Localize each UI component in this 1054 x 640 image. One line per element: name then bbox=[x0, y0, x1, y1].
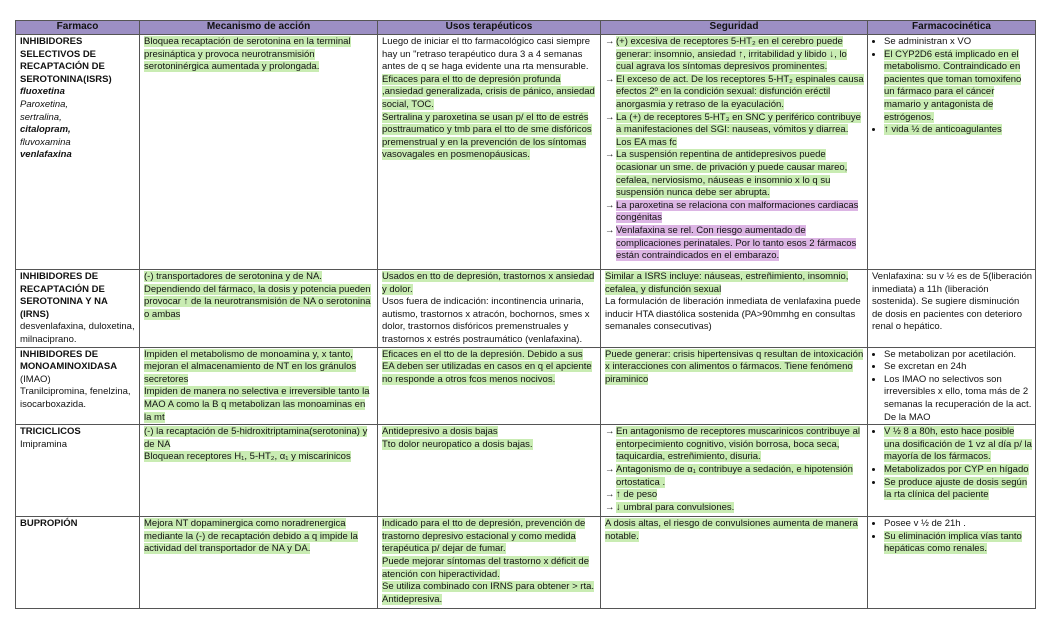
mecanismo-cell bbox=[140, 425, 378, 517]
mechanism-text: (-) transportadores de serotonina y de NA. Dependiendo del fármaco, la dosis y potencia pueden provocar ↑ de la neurotransmisión de NA o serotonina o ambas bbox=[144, 271, 371, 320]
right-arrow-icon: → bbox=[605, 111, 615, 123]
farmacocinetica-cell bbox=[868, 425, 1036, 517]
drug-name: citalopram, bbox=[20, 124, 71, 136]
safety-item: Similar a ISRS incluye: náuseas, estreñimiento, insomnio, cefalea, y disfunción sexual bbox=[605, 271, 849, 295]
seguridad-cell bbox=[601, 425, 868, 517]
pk-list bbox=[872, 518, 1032, 556]
safety-item: → La paroxetina se relaciona con malformaciones cardiacas congénitas bbox=[605, 199, 859, 224]
table-row-imao bbox=[16, 347, 1036, 425]
table-row-triciclicos bbox=[16, 425, 1036, 517]
usos-cell bbox=[378, 425, 601, 517]
seguridad-cell bbox=[601, 35, 868, 270]
use-item: Eficaces para el tto de depresión profunda ,ansiedad generalizada, crisis de pánico, ansiedad social, TOC. bbox=[382, 73, 595, 110]
farmacocinetica-cell bbox=[868, 517, 1036, 609]
mechanism-text: Mejora NT dopaminergica como noradrenergica mediante la (-) de recaptación debido a q impide la actividad del transportador de NA y DA. bbox=[144, 518, 358, 555]
mechanism-item: Impiden de manera no selectiva e irreversible tanto la MAO A como la B q metabolizan las monoaminas en la mt bbox=[144, 386, 370, 423]
pk-item: • Se metabolizan por acetilación. bbox=[884, 349, 1032, 362]
mechanism-text: Bloquea recaptación de serotonina en la terminal presináptica y provoca neurotransmisión serotoninérgica aumentada y prolongada. bbox=[144, 36, 351, 73]
use-item: Indicado para el tto de depresión, prevención de trastorno depresivo estacional y como medida terapéutica p/ dejar de fumar. bbox=[382, 518, 586, 555]
header-usos: Usos terapéuticos bbox=[378, 21, 601, 35]
farmaco-cell bbox=[16, 425, 140, 517]
class-abbrev: (IMAO) bbox=[20, 373, 51, 385]
pk-item: • ↑ vida ½ de anticoagulantes bbox=[884, 124, 1032, 137]
right-arrow-icon: → bbox=[605, 489, 615, 501]
drug-name: fluvoxamina bbox=[20, 136, 71, 148]
pk-list bbox=[872, 36, 1032, 137]
drug-list: Imipramina bbox=[20, 438, 67, 450]
safety-item: → Venlafaxina se rel. Con riesgo aumentado de complicaciones perinatales. Por lo tanto esos 2 fármacos están contraindicados en el embarazo. bbox=[605, 224, 857, 262]
table-row-isrs bbox=[16, 35, 1036, 270]
farmacocinetica-cell bbox=[868, 270, 1036, 348]
pk-list bbox=[872, 349, 1032, 425]
header-mecanismo: Mecanismo de acción bbox=[140, 21, 378, 35]
use-item: Luego de iniciar el tto farmacológico casi siempre hay un "retraso terapéutico dura 3 a 4 semanas antes de q se haga evidente una rta mensurable. bbox=[382, 36, 591, 73]
safety-item: Puede generar: crisis hipertensivas q resultan de intoxicación x interacciones con alimentos o fármacos. Tiene fenómeno piraminico bbox=[605, 348, 864, 385]
right-arrow-icon: → bbox=[605, 224, 615, 236]
class-name: INHIBIDORES DE RECAPTACIÓN DE SEROTONINA Y NA (IRNS) bbox=[20, 271, 108, 320]
farmaco-cell bbox=[16, 35, 140, 270]
farmaco-cell bbox=[16, 270, 140, 348]
mechanism-item: Impiden el metabolismo de monoamina y, x tanto, mejoran el almacenamiento de NT en los gránulos secretores bbox=[144, 348, 357, 385]
table-row-irns bbox=[16, 270, 1036, 348]
use-item: Usos fuera de indicación: incontinencia urinaria, autismo, trastornos x atracón, bochornos, smes x dolor, trastornos disfóricos premenstruales y trastornos x estrés postraumático (venlafaxina). bbox=[382, 296, 590, 345]
mecanismo-cell bbox=[140, 270, 378, 348]
right-arrow-icon: → bbox=[605, 463, 615, 475]
antidepressant-table bbox=[15, 20, 1036, 609]
safety-item: → (+) excesiva de receptores 5-HT₂ en el cerebro puede generar: insomnio, ansiedad ↑, irritabilidad y libido ↓, lo cual agrava los síntomas depresivos prominentes. bbox=[605, 36, 847, 73]
header-row bbox=[16, 21, 1036, 35]
use-item: Puede mejorar síntomas del trastorno x déficit de atención con hiperactividad. bbox=[382, 555, 589, 580]
drug-list: Tranilcipromina, fenelzina, isocarboxazida. bbox=[20, 386, 131, 410]
seguridad-cell bbox=[601, 517, 868, 609]
safety-item: → La (+) de receptores 5-HT₃ en SNC y periférico contribuye a manifestaciones del SGI: nauseas, vómitos y diarrea. Los EA mas fc bbox=[605, 111, 861, 148]
use-item: Usados en tto de depresión, trastornos x ansiedad y dolor. bbox=[382, 271, 595, 295]
safety-item: → ↓ umbral para convulsiones. bbox=[605, 501, 735, 513]
mecanismo-cell bbox=[140, 347, 378, 425]
pk-item: • Su eliminación implica vías tanto hepáticas como renales. bbox=[884, 531, 1032, 556]
right-arrow-icon: → bbox=[605, 73, 615, 85]
safety-item: La formulación de liberación inmediata de venlafaxina puede inducir HTA diastólica sostenida (PA>90mmhg en consultas semanales consecutivas) bbox=[605, 296, 861, 333]
safety-item: → En antagonismo de receptores muscarinicos contribuye al entorpecimiento cognitivo, visión borrosa, boca seca, taquicardia, estreñimiento, disuria. bbox=[605, 426, 860, 463]
class-name: INHIBIDORES DE MONOAMINOXIDASA bbox=[20, 348, 118, 373]
pk-item: • El CYP2D6 está implicado en el metabolismo. Contraindicado en pacientes que toman tomoxifeno un fármaco para el cáncer mamario y antagonista de estrógenos. bbox=[884, 49, 1032, 125]
safety-item: → La suspensión repentina de antidepresivos puede ocasionar un sme. de privación y puede causar mareo, cefalea, nerviosismo, náuseas e insomnio x lo q su suspensión nunca debe ser abrupta. bbox=[605, 149, 848, 199]
right-arrow-icon: → bbox=[605, 36, 615, 47]
drug-name: fluoxetina bbox=[20, 86, 65, 98]
farmaco-cell bbox=[16, 517, 140, 609]
pk-item: • Se administran x VO bbox=[884, 36, 1032, 49]
class-name: TRICICLICOS bbox=[20, 426, 81, 438]
header-farmaco: Farmaco bbox=[16, 21, 140, 35]
mechanism-item: (-) la recaptación de 5-hidroxitriptamina(serotonina) y de NA bbox=[144, 426, 368, 450]
farmaco-cell bbox=[16, 347, 140, 425]
farmacocinetica-cell bbox=[868, 35, 1036, 270]
table-row-bupropion bbox=[16, 517, 1036, 609]
use-item: Eficaces en el tto de la depresión. Debido a sus EA deben ser utilizadas en casos en q el apciente no responde a otros fcos menos nocivos. bbox=[382, 348, 592, 385]
safety-item: → Antagonismo de α₁ contribuye a sedación, e hipotensión ortostatica . bbox=[605, 463, 853, 488]
seguridad-cell bbox=[601, 347, 868, 425]
seguridad-cell bbox=[601, 270, 868, 348]
usos-cell bbox=[378, 35, 601, 270]
pk-item: • Los IMAO no selectivos son irreversibles x ello, toma más de 2 semanas la recuperación de la act. De la MAO bbox=[884, 374, 1032, 424]
mecanismo-cell bbox=[140, 35, 378, 270]
usos-cell bbox=[378, 270, 601, 348]
pk-item: • V ½ 8 a 80h, esto hace posible una dosificación de 1 vz al día p/ la mayoría de los fármacos. bbox=[884, 426, 1032, 464]
use-item: Se utiliza combinado con IRNS para obtener > rta. Antidepresiva. bbox=[382, 581, 595, 605]
use-item: Sertralina y paroxetina se usan p/ el tto de estrés posttraumatico y tmb para el tto de sme disfóricos premenstrual y en la prevención de los síntomas vasovagales en posmenopáusicas. bbox=[382, 111, 592, 161]
right-arrow-icon: → bbox=[605, 149, 615, 161]
use-item: Tto dolor neuropatico a dosis bajas. bbox=[382, 438, 533, 450]
drug-name: Paroxetina, bbox=[20, 98, 69, 110]
safety-item: → El exceso de act. De los receptores 5-HT₂ espinales causa efectos 2º en la condición sexual: disfunción eréctil anorgasmia y retraso de la eyaculación. bbox=[605, 73, 864, 110]
pk-item: • Se produce ajuste de dosis según la rta clínica del paciente bbox=[884, 477, 1032, 502]
right-arrow-icon: → bbox=[605, 501, 615, 513]
header-seguridad: Seguridad bbox=[601, 21, 868, 35]
mecanismo-cell bbox=[140, 517, 378, 609]
pk-item: • Se excretan en 24h bbox=[884, 361, 1032, 374]
usos-cell bbox=[378, 347, 601, 425]
safety-item: → ↑ de peso bbox=[605, 489, 658, 501]
right-arrow-icon: → bbox=[605, 426, 615, 438]
pk-item: • Posee v ½ de 21h . bbox=[884, 518, 1032, 531]
drug-name: sertralina, bbox=[20, 111, 62, 123]
pk-text: Venlafaxina: su v ½ es de 5(liberación inmediata) a 11h (liberación sostenida). Se sugiere disminución de dosis en pacientes con deterioro renal o hepático. bbox=[872, 271, 1033, 333]
farmacocinetica-cell bbox=[868, 347, 1036, 425]
drug-name: venlafaxina bbox=[20, 149, 72, 161]
mechanism-item: Bloquean receptores H₁, 5-HT₂, α₁ y miscarinicos bbox=[144, 451, 351, 463]
safety-item: A dosis altas, el riesgo de convulsiones aumenta de manera notable. bbox=[605, 518, 858, 542]
class-name: INHIBIDORES SELECTIVOS DE RECAPTACIÓN DE SEROTONINA(ISRS) bbox=[20, 36, 112, 85]
drug-list: desvenlafaxina, duloxetina, milnaciprano. bbox=[20, 321, 135, 345]
header-farmacocinetica: Farmacocinética bbox=[868, 21, 1036, 35]
right-arrow-icon: → bbox=[605, 199, 615, 211]
pk-item: • Metabolizados por CYP en hígado bbox=[884, 464, 1032, 477]
use-item: Antidepresivo a dosis bajas bbox=[382, 426, 498, 438]
class-name: BUPROPIÓN bbox=[20, 518, 78, 530]
usos-cell bbox=[378, 517, 601, 609]
pk-list bbox=[872, 426, 1032, 502]
